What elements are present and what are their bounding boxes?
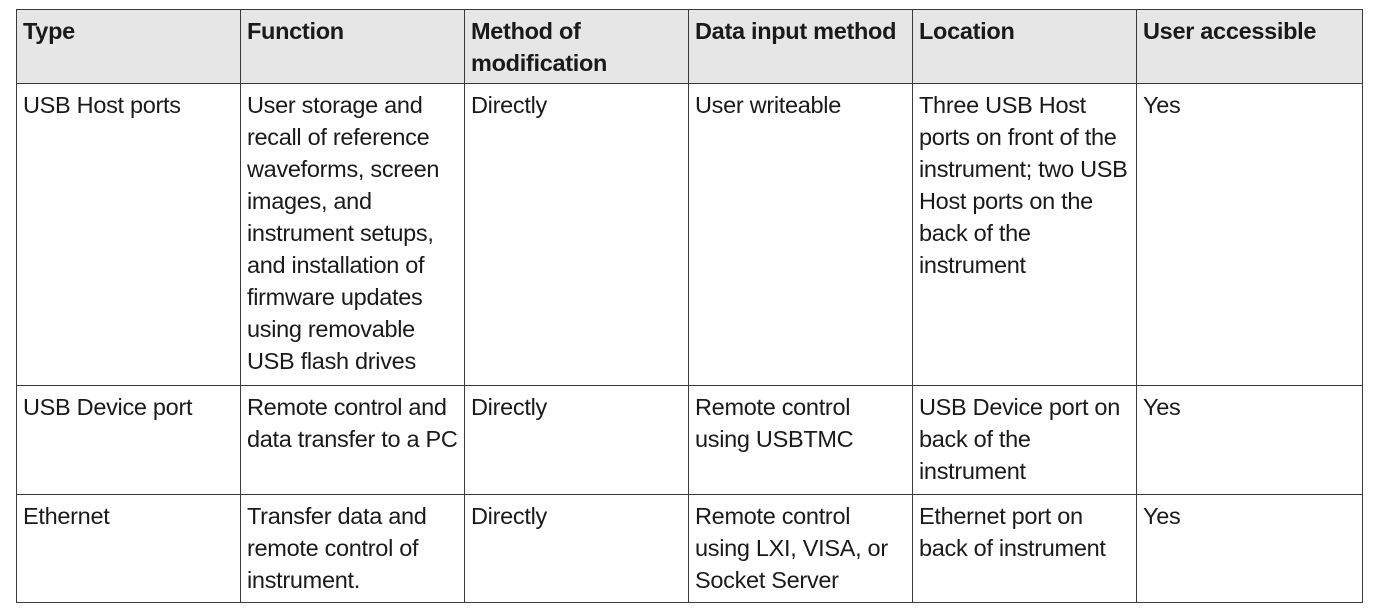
header-data-input-method: Data input method (689, 10, 913, 84)
table-row (17, 386, 1363, 495)
header-method-of-modification: Method of modification (465, 10, 689, 84)
cell-location: Ethernet port on back of instrument (913, 495, 1137, 603)
cell-location: Three USB Host ports on front of the instrument; two USB Host ports on the back of the instrument (913, 84, 1137, 386)
cell-method-of-modification: Directly (465, 84, 689, 386)
header-row (17, 10, 1363, 84)
header-type: Type (17, 10, 241, 84)
table-row (17, 495, 1363, 603)
cell-method-of-modification: Directly (465, 495, 689, 603)
cell-method-of-modification: Directly (465, 386, 689, 495)
cell-data-input-method: User writeable (689, 84, 913, 386)
cell-user-accessible: Yes (1137, 386, 1363, 495)
cell-function: User storage and recall of reference waveforms, screen images, and instrument setups, and installation of firmware updates using removable USB flash drives (241, 84, 465, 386)
cell-type: Ethernet (17, 495, 241, 603)
cell-user-accessible: Yes (1137, 495, 1363, 603)
cell-data-input-method: Remote control using LXI, VISA, or Socket Server (689, 495, 913, 603)
cell-data-input-method: Remote control using USBTMC (689, 386, 913, 495)
table-body (17, 84, 1363, 603)
ports-table (16, 9, 1363, 603)
cell-type: USB Host ports (17, 84, 241, 386)
cell-function: Transfer data and remote control of instrument. (241, 495, 465, 603)
cell-location: USB Device port on back of the instrument (913, 386, 1137, 495)
header-location: Location (913, 10, 1137, 84)
table-header (17, 10, 1363, 84)
cell-type: USB Device port (17, 386, 241, 495)
cell-function: Remote control and data transfer to a PC (241, 386, 465, 495)
ports-table-container (16, 9, 1363, 603)
header-user-accessible: User accessible (1137, 10, 1363, 84)
cell-user-accessible: Yes (1137, 84, 1363, 386)
header-function: Function (241, 10, 465, 84)
table-row (17, 84, 1363, 386)
